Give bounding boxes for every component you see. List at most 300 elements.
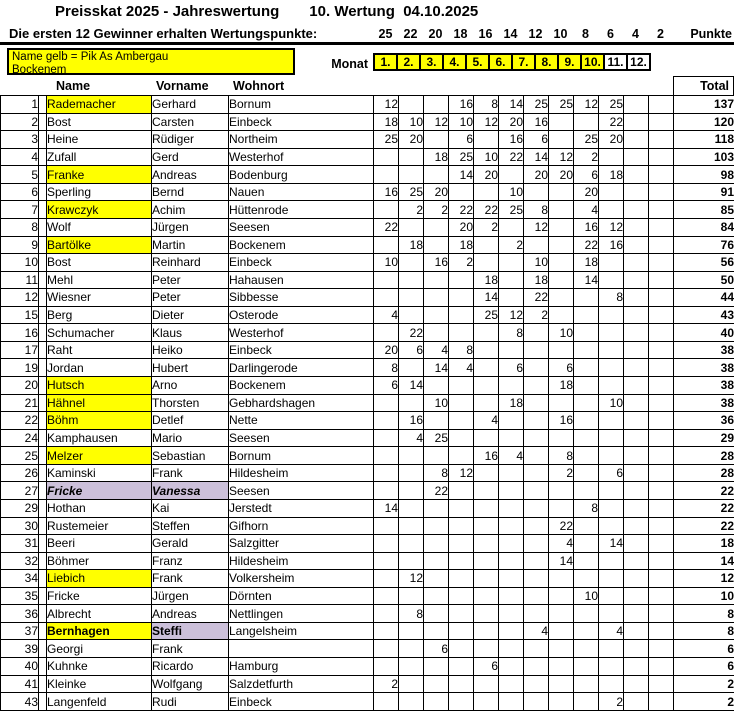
total-cell: 50 [674,271,734,289]
score-cell: 8 [524,201,549,219]
score-cell [524,429,549,447]
total-cell: 43 [674,306,734,324]
score-cell: 2 [424,201,449,219]
score-cell [549,289,574,307]
score-cell: 18 [424,148,449,166]
vorname-cell: Reinhard [152,254,229,272]
score-cell [649,218,674,236]
score-cell: 16 [474,447,499,465]
score-cell [649,377,674,395]
score-cell [499,166,524,184]
score-cell [449,587,474,605]
score-cell [449,517,474,535]
score-cell: 16 [449,96,474,114]
score-cell [649,412,674,430]
rank-cell: 39 [1,640,39,658]
score-cell: 22 [449,201,474,219]
score-cell [424,236,449,254]
table-row [1,113,734,131]
score-cell: 10 [374,254,399,272]
table-row [1,464,734,482]
name-cell: Bost [47,113,152,131]
score-cell: 20 [449,218,474,236]
score-cell [449,271,474,289]
name-cell: Zufall [47,148,152,166]
rank-cell: 37 [1,622,39,640]
score-cell [599,658,624,676]
score-cell: 25 [524,96,549,114]
rank-cell: 41 [1,675,39,693]
spacer-cell [39,306,47,324]
score-cell [624,517,649,535]
score-cell [624,377,649,395]
wohnort-cell: Seesen [229,482,374,500]
table-row [1,148,734,166]
total-cell: 85 [674,201,734,219]
score-cell [599,517,624,535]
vorname-cell: Rudi [152,693,229,711]
score-cell [424,218,449,236]
wohnort-cell: Gebhardshagen [229,394,374,412]
score-cell: 14 [524,148,549,166]
table-row [1,394,734,412]
score-cell: 4 [499,447,524,465]
table-row [1,429,734,447]
wohnort-cell: Bornum [229,447,374,465]
score-cell: 10 [524,254,549,272]
score-cell [524,658,549,676]
score-cell: 8 [474,96,499,114]
score-cell [574,622,599,640]
score-cell [449,306,474,324]
score-cell [374,289,399,307]
score-cell [424,605,449,623]
vorname-cell: Peter [152,271,229,289]
rank-cell: 22 [1,412,39,430]
score-cell [524,640,549,658]
score-cell: 12 [449,464,474,482]
table-row [1,236,734,254]
score-cell [574,640,599,658]
score-cell [574,377,599,395]
score-cell: 25 [424,429,449,447]
total-cell: 6 [674,658,734,676]
score-cell: 20 [549,166,574,184]
score-cell [649,535,674,553]
wohnort-cell: Osterode [229,306,374,324]
score-cell [474,254,499,272]
score-cell [399,535,424,553]
score-cell [499,218,524,236]
score-cell [649,693,674,711]
name-cell: Rustemeier [47,517,152,535]
score-cell: 2 [574,148,599,166]
score-cell [624,289,649,307]
table-row [1,377,734,395]
name-cell: Heine [47,131,152,149]
score-cell: 14 [499,96,524,114]
score-cell: 18 [399,236,424,254]
score-cell: 4 [374,306,399,324]
name-cell: Schumacher [47,324,152,342]
point-value: 16 [478,26,493,41]
score-cell: 2 [524,306,549,324]
score-cell [524,499,549,517]
score-cell: 20 [399,131,424,149]
rank-cell: 2 [1,113,39,131]
score-cell [399,658,424,676]
score-cell [649,289,674,307]
score-cell [424,693,449,711]
score-cell [449,552,474,570]
vorname-cell: Gerd [152,148,229,166]
score-cell [424,306,449,324]
score-cell: 4 [424,341,449,359]
spacer-cell [39,359,47,377]
score-cell: 6 [449,131,474,149]
spacer-cell [39,482,47,500]
wohnort-cell: Hildesheim [229,464,374,482]
name-cell: Liebich [47,570,152,588]
name-cell: Jordan [47,359,152,377]
score-cell: 16 [424,254,449,272]
spacer-cell [39,464,47,482]
score-cell [599,587,624,605]
wohnort-cell: Northeim [229,131,374,149]
score-cell [474,394,499,412]
score-cell: 16 [374,183,399,201]
score-cell [399,218,424,236]
score-cell: 4 [399,429,424,447]
total-cell: 38 [674,359,734,377]
score-cell: 20 [424,183,449,201]
name-cell: Hähnel [47,394,152,412]
score-cell [549,499,574,517]
spacer-cell [39,605,47,623]
spacer-cell [39,254,47,272]
wohnort-cell: Bodenburg [229,166,374,184]
table-row [1,587,734,605]
score-cell: 2 [374,675,399,693]
score-cell [649,131,674,149]
rank-cell: 15 [1,306,39,324]
month-box: 8. [534,53,559,71]
table-row [1,499,734,517]
score-cell [524,693,549,711]
score-cell [449,447,474,465]
score-cell [549,429,574,447]
score-cell: 20 [374,341,399,359]
legend-monat-section [0,48,734,76]
name-cell: Bernhagen [47,622,152,640]
score-cell [599,324,624,342]
score-cell [524,183,549,201]
spacer-cell [39,412,47,430]
score-cell [524,359,549,377]
title-right: 10. Wertung 04.10.2025 [309,3,479,20]
table-row [1,183,734,201]
wohnort-cell: Bockenem [229,236,374,254]
rank-cell: 17 [1,341,39,359]
title-left: Preisskat 2025 - Jahreswertung [55,3,280,20]
vorname-cell: Frank [152,464,229,482]
name-cell: Böhmer [47,552,152,570]
score-cell [399,447,424,465]
table-row [1,324,734,342]
score-cell [399,306,424,324]
score-cell [624,570,649,588]
score-cell [649,271,674,289]
total-cell: 2 [674,675,734,693]
score-cell [474,324,499,342]
score-cell [499,640,524,658]
score-cell [624,394,649,412]
score-cell: 6 [474,658,499,676]
rank-cell: 40 [1,658,39,676]
score-cell [549,306,574,324]
score-cell [399,166,424,184]
rank-cell: 26 [1,464,39,482]
score-cell [424,535,449,553]
table-row [1,482,734,500]
wohnort-cell: Einbeck [229,113,374,131]
score-cell [524,605,549,623]
score-cell [549,658,574,676]
score-cell [499,693,524,711]
wohnort-cell: Nettlingen [229,605,374,623]
table-row [1,693,734,711]
score-cell: 6 [399,341,424,359]
score-cell [374,166,399,184]
name-cell: Melzer [47,447,152,465]
score-cell [574,517,599,535]
score-cell [474,482,499,500]
header-vorname: Vorname [156,78,209,93]
score-cell [549,693,574,711]
table-row [1,605,734,623]
score-cell [624,447,649,465]
score-cell [599,429,624,447]
month-box: 7. [511,53,536,71]
score-cell [424,570,449,588]
spacer-cell [39,499,47,517]
score-cell [649,324,674,342]
score-cell [449,605,474,623]
total-cell: 76 [674,236,734,254]
score-cell: 12 [374,96,399,114]
name-cell: Kamphausen [47,429,152,447]
month-box: 1. [373,53,398,71]
total-cell: 38 [674,341,734,359]
score-cell [549,236,574,254]
spacer-cell [39,271,47,289]
spacer-cell [39,394,47,412]
score-cell: 8 [374,359,399,377]
rank-cell: 35 [1,587,39,605]
rank-cell: 1 [1,96,39,114]
spacer-cell [39,324,47,342]
score-cell: 20 [474,166,499,184]
wohnort-cell: Jerstedt [229,499,374,517]
vorname-cell: Carsten [152,113,229,131]
score-cell: 10 [424,394,449,412]
score-cell [649,605,674,623]
score-cell: 25 [474,306,499,324]
score-cell [399,271,424,289]
name-cell: Sperling [47,183,152,201]
name-cell: Kleinke [47,675,152,693]
score-cell [499,605,524,623]
score-cell: 25 [499,201,524,219]
score-cell: 18 [524,271,549,289]
score-cell: 4 [549,535,574,553]
score-cell [624,218,649,236]
name-cell: Krawczyk [47,201,152,219]
score-cell [574,306,599,324]
spacer-cell [39,517,47,535]
score-cell [649,658,674,676]
score-cell [374,482,399,500]
score-cell [599,482,624,500]
spacer-cell [39,148,47,166]
score-cell [649,148,674,166]
score-cell [474,131,499,149]
score-cell [549,394,574,412]
score-cell: 2 [399,201,424,219]
score-cell [399,394,424,412]
score-cell [424,131,449,149]
score-cell [624,640,649,658]
score-cell: 14 [449,166,474,184]
total-cell: 28 [674,447,734,465]
score-cell [624,131,649,149]
score-cell [374,517,399,535]
score-cell [574,605,599,623]
score-cell [624,693,649,711]
score-cell [474,429,499,447]
points-suffix-label: Punkte [690,26,732,41]
score-cell: 20 [599,131,624,149]
wohnort-cell: Einbeck [229,341,374,359]
total-cell: 38 [674,394,734,412]
rank-cell: 31 [1,535,39,553]
name-cell: Langenfeld [47,693,152,711]
spacer-cell [39,166,47,184]
score-cell [374,640,399,658]
score-cell [649,499,674,517]
score-cell [599,499,624,517]
score-cell [624,587,649,605]
spacer-cell [39,201,47,219]
wohnort-cell: Darlingerode [229,359,374,377]
rank-cell: 25 [1,447,39,465]
vorname-cell: Kai [152,499,229,517]
score-cell [499,464,524,482]
wohnort-cell: Bornum [229,96,374,114]
score-cell: 16 [549,412,574,430]
name-cell: Kaminski [47,464,152,482]
score-cell: 8 [574,499,599,517]
score-cell [574,359,599,377]
score-cell: 20 [499,113,524,131]
spacer-cell [39,289,47,307]
table-row [1,96,734,114]
score-cell [649,587,674,605]
total-cell: 56 [674,254,734,272]
name-cell: Berg [47,306,152,324]
rank-cell: 43 [1,693,39,711]
score-cell: 10 [474,148,499,166]
score-cell: 12 [549,148,574,166]
vorname-cell: Jürgen [152,587,229,605]
score-cell [499,517,524,535]
rank-cell: 8 [1,218,39,236]
score-cell: 10 [399,113,424,131]
table-row [1,658,734,676]
score-cell [474,605,499,623]
score-cell [649,236,674,254]
score-cell [599,359,624,377]
table-row [1,131,734,149]
score-cell: 22 [399,324,424,342]
score-cell [549,201,574,219]
score-cell [374,587,399,605]
score-cell [599,552,624,570]
spacer-cell [39,96,47,114]
wohnort-cell: Bockenem [229,377,374,395]
vorname-cell: Mario [152,429,229,447]
score-cell [474,499,499,517]
score-cell [424,658,449,676]
wohnort-cell [229,640,374,658]
score-cell: 14 [399,377,424,395]
name-cell: Kuhnke [47,658,152,676]
score-cell [524,324,549,342]
score-cell [374,552,399,570]
score-cell [474,236,499,254]
score-cell [574,552,599,570]
score-cell: 8 [424,464,449,482]
score-cell [549,131,574,149]
score-cell [449,570,474,588]
table-row [1,412,734,430]
rank-cell: 9 [1,236,39,254]
spacer-cell [39,377,47,395]
score-cell [624,482,649,500]
header-name: Name [56,78,91,93]
header-wohnort: Wohnort [233,78,285,93]
spacer-cell [39,675,47,693]
table-row [1,552,734,570]
monat-label: Monat [331,57,368,71]
score-cell [449,183,474,201]
header-total: Total [673,76,734,95]
score-cell [624,148,649,166]
score-cell: 18 [599,166,624,184]
score-cell: 4 [599,622,624,640]
vorname-cell: Detlef [152,412,229,430]
total-cell: 18 [674,535,734,553]
score-cell [449,499,474,517]
score-cell [424,517,449,535]
score-cell [374,324,399,342]
score-cell [449,675,474,693]
score-cell [499,675,524,693]
score-cell [399,552,424,570]
rank-cell: 7 [1,201,39,219]
score-cell [599,605,624,623]
score-cell [649,622,674,640]
